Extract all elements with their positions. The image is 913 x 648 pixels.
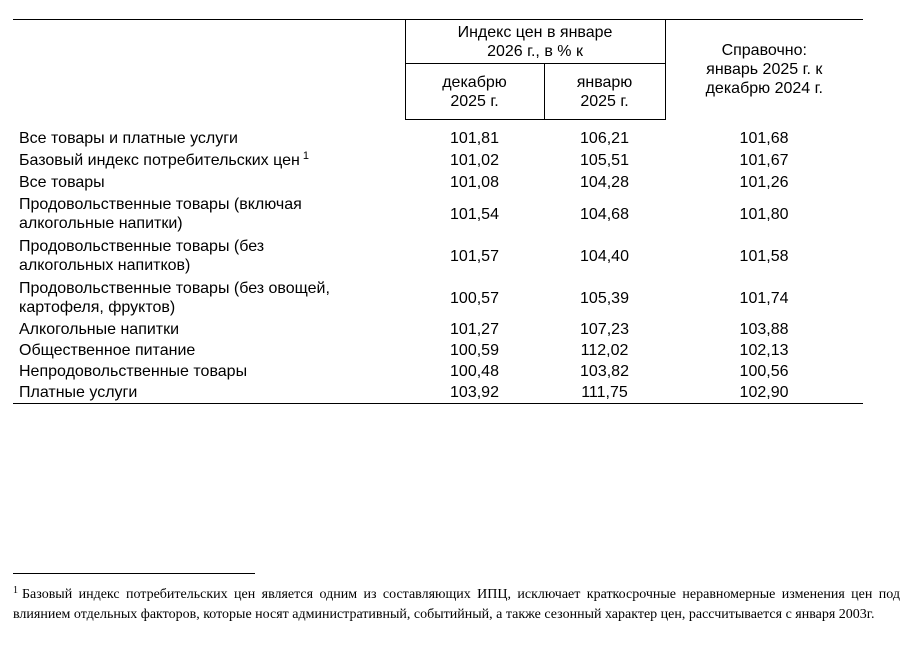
row-value-january: 105,39 (580, 289, 629, 307)
row-value-january: 104,28 (580, 173, 629, 191)
row-label: Алкогольные напитки (19, 321, 180, 338)
row-label: Общественное питание (19, 342, 196, 359)
row-value-december: 100,59 (450, 342, 499, 359)
row-value-december: 101,08 (450, 173, 499, 191)
header-index-group: Индекс цен в январе 2026 г., в % к (405, 20, 665, 64)
row-value-reference: 100,56 (739, 363, 789, 380)
row-value-reference: 101,67 (739, 151, 789, 169)
row-value-reference: 101,74 (739, 289, 789, 307)
row-value-reference: 101,26 (739, 173, 789, 191)
row-value-reference: 102,13 (739, 342, 789, 359)
row-label: Платные услуги (13, 382, 405, 404)
row-value-january: 103,82 (580, 363, 629, 380)
table-row (13, 171, 863, 193)
header-reference: Справочно: январь 2025 г. к декабрю 2024 г. (665, 20, 863, 120)
row-value-december: 103,92 (405, 382, 544, 404)
row-value-january: 104,40 (580, 247, 629, 265)
row-value-reference: 101,68 (739, 129, 789, 147)
row-value-reference: 103,88 (739, 321, 789, 338)
row-value-january: 104,68 (580, 205, 629, 223)
table-row (13, 382, 863, 404)
header-row-top (13, 20, 863, 64)
row-value-december: 101,81 (450, 129, 499, 147)
row-label (13, 149, 405, 171)
row-value-january: 105,51 (580, 151, 629, 169)
row-value-december: 101,57 (450, 247, 499, 265)
table-row (13, 319, 863, 340)
table-row (13, 235, 863, 277)
table-row (13, 123, 863, 149)
footnote-number: 1 (13, 585, 18, 596)
row-label-text: Базовый индекс потребительских цен (19, 151, 300, 169)
row-value-december: 101,02 (450, 151, 499, 169)
table-row (13, 149, 863, 171)
row-value-january: 112,02 (580, 342, 629, 359)
price-index-table (13, 19, 863, 404)
row-label: Продовольственные товары (без овощей, картофеля, фруктов) (19, 280, 330, 316)
row-value-january: 111,75 (544, 382, 665, 404)
header-empty-cell (13, 20, 405, 120)
row-value-december: 100,48 (450, 363, 499, 380)
row-label: Все товары (19, 173, 105, 191)
row-value-reference: 101,80 (739, 205, 789, 223)
header-col-december: декабрю 2025 г. (405, 64, 544, 120)
table-row (13, 361, 863, 382)
row-value-january: 107,23 (580, 321, 629, 338)
row-label: Продовольственные товары (без алкогольных напитков) (19, 238, 265, 274)
row-label: Все товары и платные услуги (19, 129, 238, 147)
table-row (13, 340, 863, 361)
footnote-text: Базовый индекс потребительских цен является одним из составляющих ИПЦ, исключает краткосрочные неравномерные изменения цен под влиянием отдельных факторов, которые носят административный, событийный, а также сезонный характер цен, рассчитывается с января 2003г. (13, 587, 900, 622)
row-value-december: 101,27 (450, 321, 499, 338)
table-row (13, 277, 863, 319)
row-value-december: 100,57 (450, 289, 499, 307)
row-label: Продовольственные товары (включая алкогольные напитки) (19, 196, 302, 232)
row-value-january: 106,21 (580, 129, 629, 147)
footnote (13, 585, 900, 625)
row-value-reference: 101,58 (739, 247, 789, 265)
footnote-separator (13, 573, 255, 574)
table-row (13, 193, 863, 235)
header-col-january: январю 2025 г. (544, 64, 665, 120)
row-value-reference: 102,90 (665, 382, 863, 404)
row-value-december: 101,54 (450, 205, 499, 223)
footnote-marker: 1 (302, 149, 309, 162)
row-label: Непродовольственные товары (19, 363, 248, 380)
